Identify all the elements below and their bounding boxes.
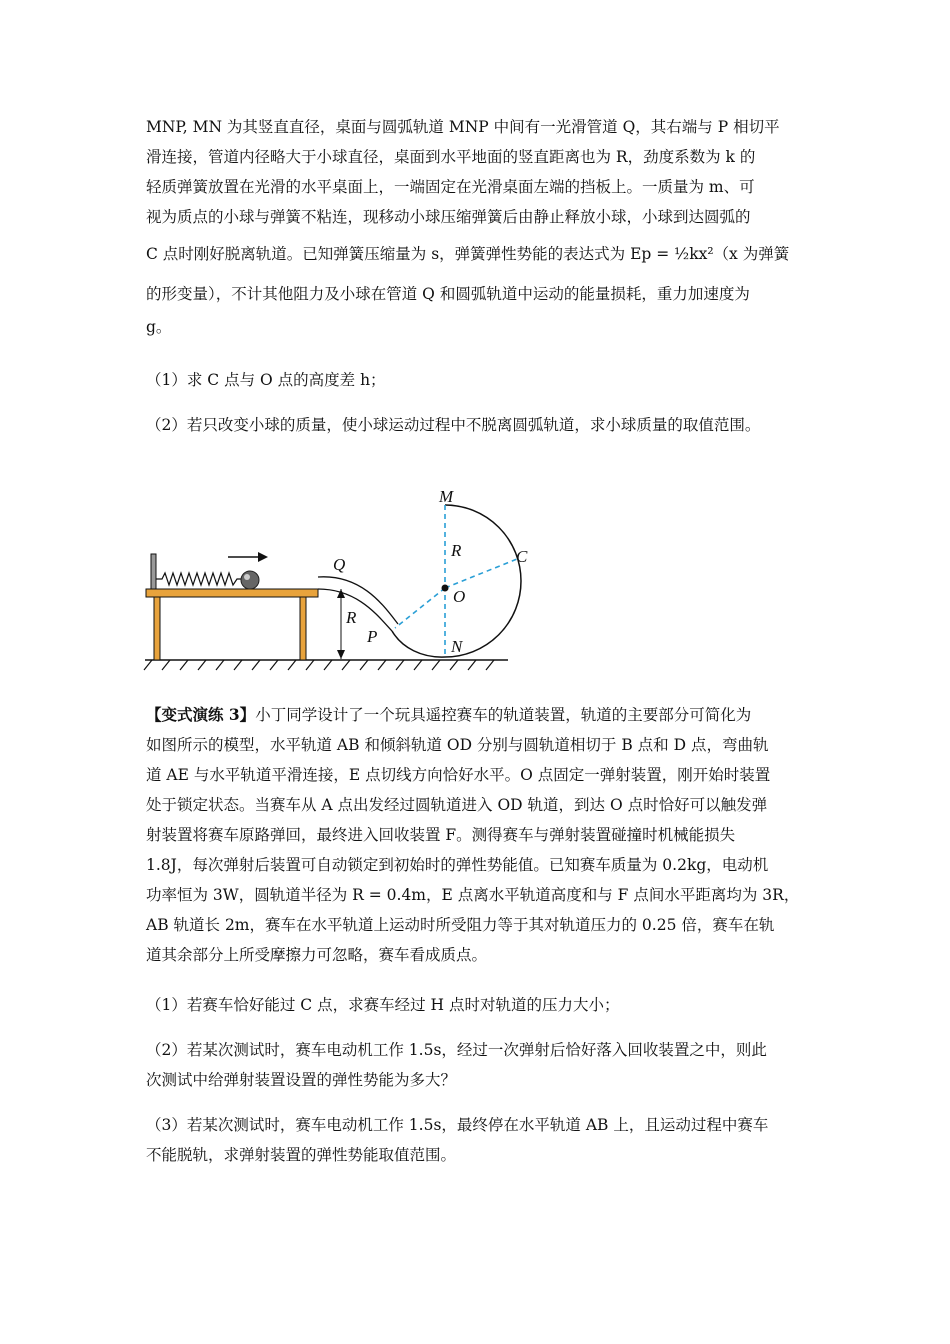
text-line: C 点时刚好脱离轨道。已知弹簧压缩量为 s，弹簧弹性势能的表达式为 Ep = ½kx²（x 为弹簧 [146, 245, 790, 263]
arrow-head [258, 552, 268, 562]
label-m: M [439, 487, 454, 506]
height-arrow-bottom [337, 650, 345, 659]
table-leg-left [154, 597, 160, 660]
text-line: （2）若只改变小球的质量，使小球运动过程中不脱离圆弧轨道，求小球质量的取值范围。 [146, 416, 761, 434]
text-line: MNP, MN 为其竖直直径，桌面与圆弧轨道 MNP 中间有一光滑管道 Q，其右端与 P 相切平 [146, 118, 780, 136]
variant-question-2 [146, 1035, 806, 1095]
text-line: （2）若某次测试时，赛车电动机工作 1.5s，经过一次弹射后恰好落入回收装置之中，则此 [146, 1041, 767, 1059]
variant-problem [146, 700, 806, 970]
text-line: g。 [146, 318, 172, 336]
text-line [146, 700, 806, 730]
text-line: 功率恒为 3W，圆轨道半径为 R = 0.4m，E 点离水平轨道高度和与 F 点间水平距离均为 3R， [146, 886, 800, 904]
variant-question-3 [146, 1110, 806, 1170]
text-line: AB 轨道长 2m，赛车在水平轨道上运动时所受阻力等于其对轨道压力的 0.25 倍，赛车在轨 [146, 916, 775, 934]
text-line: 视为质点的小球与弹簧不粘连，现移动小球压缩弹簧后由静止释放小球，小球到达圆弧的 [146, 208, 751, 226]
label-n: N [451, 637, 463, 656]
text-line: 次测试中给弹射装置设置的弹性势能为多大？ [146, 1071, 457, 1089]
question-2 [146, 410, 806, 440]
text-line: 射装置将赛车原路弹回，最终进入回收装置 F。测得赛车与弹射装置碰撞时机械能损失 [146, 826, 736, 844]
text-line: 轻质弹簧放置在光滑的水平桌面上，一端固定在光滑桌面左端的挡板上。一质量为 m、可 [146, 178, 755, 196]
center-point [442, 585, 449, 592]
text-line: （3）若某次测试时，赛车电动机工作 1.5s，最终停在水平轨道 AB 上，且运动过程中赛车 [146, 1116, 769, 1134]
radius-oc [445, 559, 517, 588]
text-line: 滑连接，管道内径略大于小球直径，桌面到水平地面的竖直距离也为 R，劲度系数为 k 的 [146, 148, 756, 166]
text-line: 道其余部分上所受摩擦力可忽略，赛车看成质点。 [146, 946, 488, 964]
text-line: 不能脱轨，求弹射装置的弹性势能取值范围。 [146, 1146, 457, 1164]
problem-intro [146, 112, 806, 342]
label-c: C [516, 547, 528, 566]
label-r-top: R [451, 541, 462, 560]
stop-plate [151, 554, 156, 589]
text-line: （1）求 C 点与 O 点的高度差 h； [146, 371, 386, 389]
text-line: 的形变量），不计其他阻力及小球在管道 Q 和圆弧轨道中运动的能量损耗，重力加速度为 [146, 285, 750, 303]
ball [241, 571, 259, 589]
label-o: O [453, 587, 466, 606]
ball-highlight [244, 574, 250, 580]
text-line: 道 AE 与水平轨道平滑连接，E 点切线方向恰好水平。O 点固定一弹射装置，刚开始时装置 [146, 766, 771, 784]
variant-question-1 [146, 990, 806, 1020]
arc-track [392, 505, 521, 657]
question-1 [146, 365, 806, 395]
table-leg-right [300, 597, 306, 660]
label-r-side: R [346, 608, 357, 627]
text-line: 处于锁定状态。当赛车从 A 点出发经过圆轨道进入 OD 轨道，到达 O 点时恰好可以触发弹 [146, 796, 768, 814]
text-line: （1）若赛车恰好能过 C 点，求赛车经过 H 点时对轨道的压力大小； [146, 996, 620, 1014]
variant-heading: 【变式演练 3】 [146, 705, 256, 724]
text-line: 1.8J，每次弹射后装置可自动锁定到初始时的弹性势能值。已知赛车质量为 0.2kg，电动机 [146, 856, 769, 874]
label-p: P [367, 627, 378, 646]
variant-line: 小丁同学设计了一个玩具遥控赛车的轨道装置，轨道的主要部分可简化为 [255, 706, 752, 724]
physics-diagram [140, 487, 528, 678]
table-top [146, 589, 318, 597]
ground-hatching [144, 660, 494, 670]
text-line: 如图所示的模型，水平轨道 AB 和倾斜轨道 OD 分别与圆轨道相切于 B 点和 D 点，弯曲轨 [146, 736, 769, 754]
label-q: Q [333, 555, 346, 574]
radius-op [395, 588, 445, 628]
spring [156, 573, 242, 585]
